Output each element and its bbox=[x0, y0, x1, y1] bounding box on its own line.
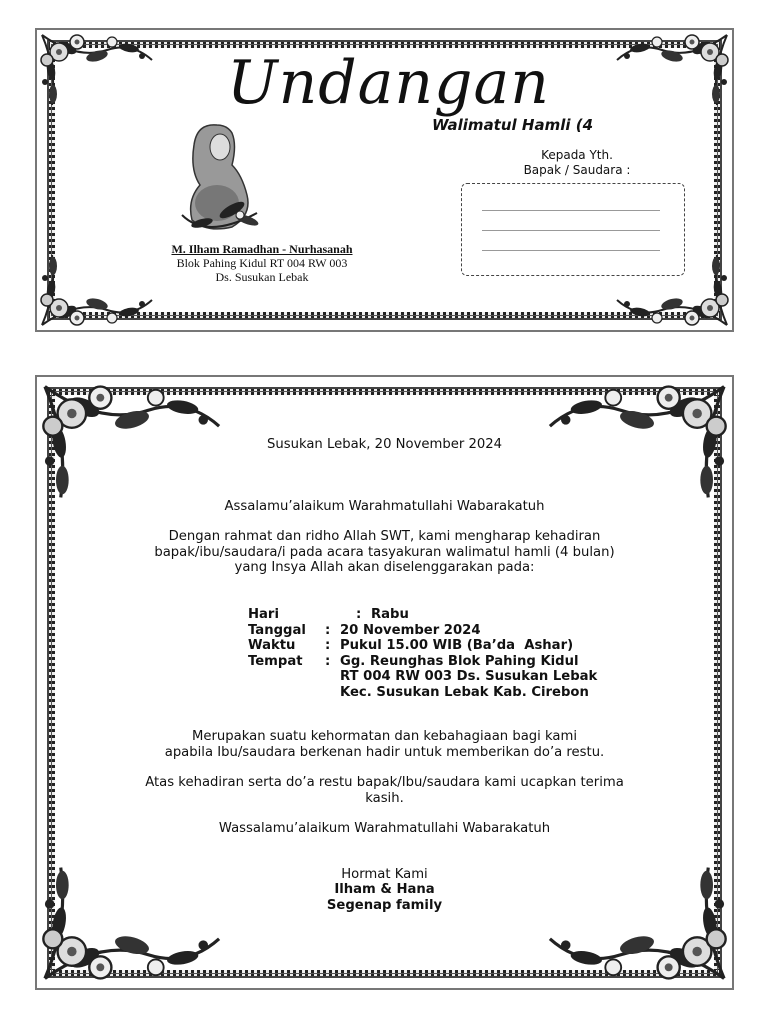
sender-name: M. Ilham Ramadhan - Nurhasanah bbox=[171, 242, 353, 256]
envelope-card bbox=[37, 30, 732, 330]
detail-label bbox=[248, 685, 325, 701]
detail-row-place-cont bbox=[248, 685, 597, 701]
recipient-label: Bapak / Saudara : bbox=[523, 163, 631, 177]
closing-line: apabila Ibu/saudara berkenan hadir untuk memberikan do’a restu. bbox=[164, 744, 605, 760]
invitation-title: Undangan bbox=[227, 48, 550, 118]
address-line bbox=[482, 250, 660, 251]
recipient-address-box bbox=[461, 183, 685, 276]
invitation-subtitle: Walimatul Hamli (4 bbox=[432, 116, 594, 134]
detail-label: Tempat bbox=[248, 653, 303, 669]
place-date: Susukan Lebak, 20 November 2024 bbox=[266, 437, 503, 452]
detail-value: 20 November 2024 bbox=[340, 622, 481, 638]
detail-label bbox=[248, 669, 325, 685]
address-line bbox=[482, 210, 660, 211]
detail-row-day bbox=[248, 607, 597, 623]
recipient-salutation: Kepada Yth. bbox=[541, 148, 613, 162]
letter-closing bbox=[37, 729, 732, 913]
detail-row-place bbox=[248, 654, 597, 670]
recipient-heading bbox=[507, 148, 647, 178]
detail-value: Kec. Susukan Lebak Kab. Cirebon bbox=[340, 684, 589, 700]
intro-line: Dengan rahmat dan ridho Allah SWT, kami mengharap kehadiran bbox=[168, 529, 601, 544]
detail-value: Rabu bbox=[371, 607, 409, 622]
floral-corner-icon bbox=[612, 30, 732, 110]
closing-line: Merupakan suatu kehormatan dan kebahagiaan bagi kami bbox=[191, 729, 577, 744]
opening-greeting: Assalamu’alaikum Warahmatullahi Wabarakatuh bbox=[224, 498, 545, 514]
detail-colon: : bbox=[325, 622, 331, 638]
letter-card bbox=[37, 377, 732, 988]
detail-value: Pukul 15.00 WIB (Ba’da Ashar) bbox=[340, 638, 574, 653]
floral-corner-icon bbox=[37, 30, 157, 110]
detail-row-time bbox=[248, 638, 597, 654]
thanks-line: kasih. bbox=[365, 790, 404, 806]
event-details bbox=[248, 607, 597, 700]
pregnant-woman-icon bbox=[162, 115, 272, 235]
signer-names: Ilham & Hana bbox=[334, 882, 435, 897]
closing-greeting: Wassalamu’alaikum Warahmatullahi Wabarakatuh bbox=[218, 821, 551, 836]
floral-corner-icon bbox=[37, 250, 157, 330]
intro-line: yang Insya Allah akan diselenggarakan pada: bbox=[234, 560, 535, 575]
detail-label: Hari bbox=[248, 607, 279, 622]
signer-family: Segenap family bbox=[326, 897, 443, 913]
detail-colon: : bbox=[325, 653, 331, 669]
detail-label: Waktu bbox=[248, 638, 296, 653]
thanks-line: Atas kehadiran serta do’a restu bapak/Ibu/saudara kami ucapkan terima bbox=[145, 775, 624, 790]
detail-value: Gg. Reunghas Blok Pahing Kidul bbox=[340, 653, 579, 669]
detail-row-date bbox=[248, 623, 597, 639]
regards: Hormat Kami bbox=[341, 866, 428, 882]
address-line bbox=[482, 230, 660, 231]
sender-village: Ds. Susukan Lebak bbox=[215, 270, 309, 284]
sender-address: Blok Pahing Kidul RT 004 RW 003 bbox=[176, 256, 348, 270]
detail-value: RT 004 RW 003 Ds. Susukan Lebak bbox=[340, 669, 598, 684]
detail-label: Tanggal bbox=[248, 622, 306, 638]
detail-colon: : bbox=[356, 607, 362, 622]
detail-colon: : bbox=[325, 638, 331, 653]
intro-line: bapak/ibu/saudara/i pada acara tasyakuran walimatul hamli (4 bulan) bbox=[154, 544, 615, 560]
detail-row-place-cont bbox=[248, 669, 597, 685]
sender-block bbox=[142, 242, 382, 284]
letter-body bbox=[37, 437, 732, 576]
